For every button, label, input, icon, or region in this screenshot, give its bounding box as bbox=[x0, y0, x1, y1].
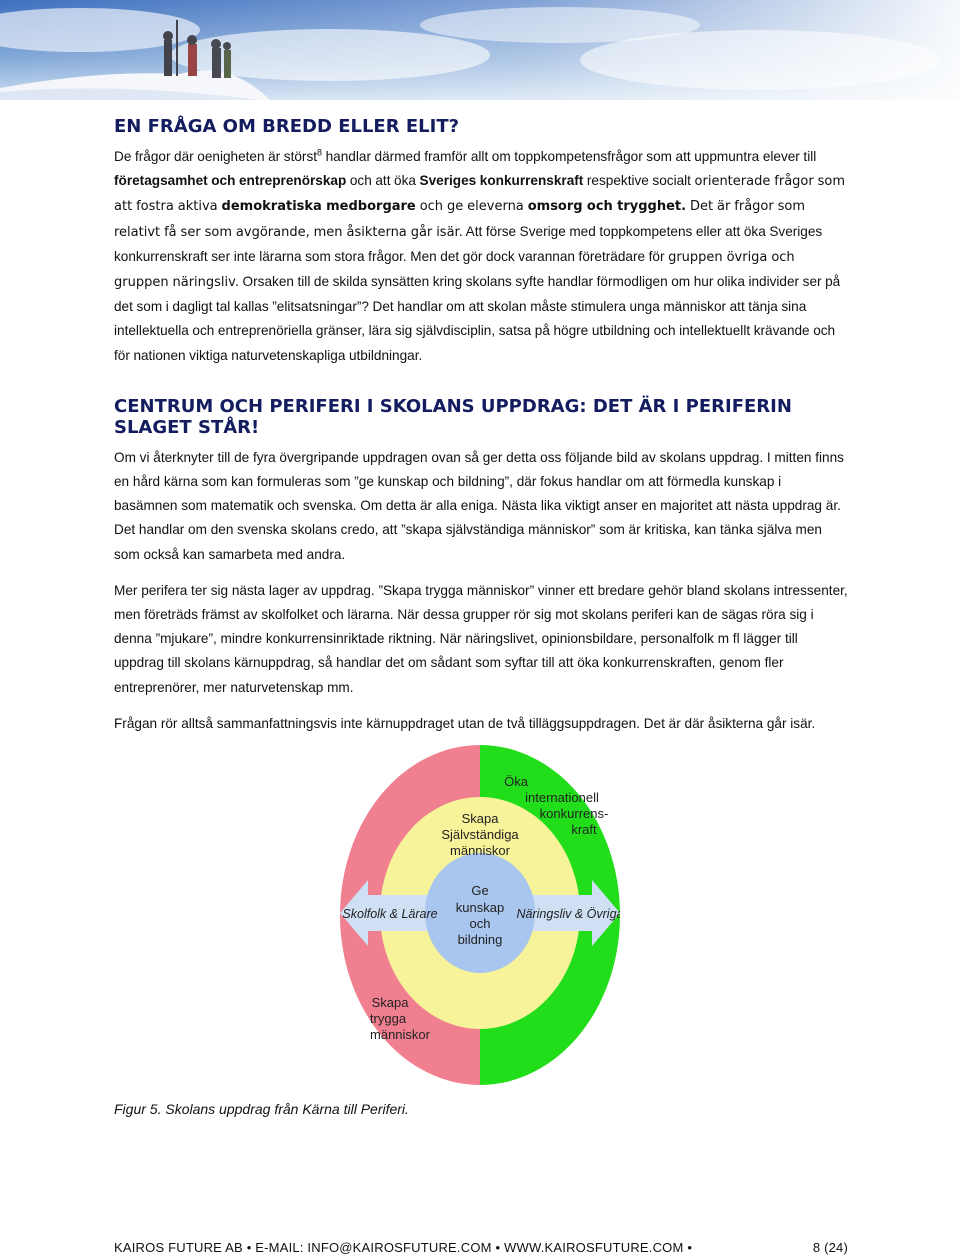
paragraph bbox=[114, 145, 848, 368]
outer-left-line-2: trygga bbox=[369, 1011, 407, 1026]
arrow-right-label: Näringsliv & Övriga bbox=[516, 907, 620, 921]
section bbox=[114, 396, 848, 736]
footnote-ref[interactable]: 8 bbox=[317, 147, 323, 158]
text: orienterade frågor som att fostra aktiva bbox=[114, 174, 846, 215]
text: respektive socialt bbox=[583, 173, 695, 189]
page-footer bbox=[114, 1240, 848, 1260]
paragraph: Mer perifera ter sig nästa lager av uppdrag. ”Skapa trygga människor” vinner ett bredare gehör bland skolans intressenter, men företräds främst av skolfolket och lärarna. När dessa grupper rör sig mot skolans periferi kan de sägas röra sig i denna ”mjukare”, mindre konkurrensinriktade riktning. När näringslivet, opinionsbildare, personalfolk m fl lägger till uppdrag till skolans kärnuppdrag, så handlar det om sådant som syftar till att öka konkurrenskraften, genom fler entreprenörer, mer naturvetenskap mm. bbox=[114, 582, 848, 695]
page-number: 8 (24) bbox=[812, 1240, 848, 1255]
outer-left-line-1: Skapa bbox=[371, 995, 409, 1010]
section-heading: EN FRÅGA OM BREDD ELLER ELIT? bbox=[114, 116, 460, 137]
outer-right-line-3: konkurrens- bbox=[539, 806, 609, 821]
text: gruppen övriga och gruppen näringsliv. bbox=[114, 249, 795, 291]
core-line-1: Ge bbox=[471, 883, 489, 898]
text: Orsaken till de skilda synsätten kring skolans syfte handlar förmodligen om hur olika individer ser på det som i dagligt tal kallas ”elitsatsningar”? Det handlar om att skolan måste stimulera unga människor att tänja sina intellektuella och entreprenöriella gränser, lära sig självdisciplin, satsa på högre utbildning och intellektuellt krävande och för nationen viktiga naturvetenskapliga utbildningar. bbox=[114, 274, 841, 363]
figure-caption: Figur 5. Skolans uppdrag från Kärna till Periferi. bbox=[114, 1101, 409, 1117]
header-banner-image bbox=[0, 0, 960, 100]
main-content bbox=[114, 116, 848, 736]
middle-line-1: Skapa bbox=[461, 811, 499, 826]
text: De frågor där oenigheten är störst bbox=[114, 149, 318, 164]
arrow-left-label: Skolfolk & Lärare bbox=[342, 907, 438, 921]
diagram-svg bbox=[340, 745, 620, 1085]
section-heading: CENTRUM OCH PERIFERI I SKOLANS UPPDRAG: DET ÄR I PERIFERIN SLAGET STÅR! bbox=[114, 395, 792, 438]
bold-text: företagsamhet och entreprenörskap bbox=[114, 173, 347, 189]
bold-text: Sveriges konkurrenskraft bbox=[419, 173, 584, 189]
outer-right-line-4: kraft bbox=[571, 822, 597, 837]
bold-text: demokratiska medborgare bbox=[221, 199, 416, 215]
paragraph: Frågan rör alltså sammanfattningsvis inte kärnuppdraget utan de två tilläggsuppdragen. Det är där åsikterna går isär. bbox=[114, 715, 816, 731]
text: Det är frågor som relativt få ser som avgörande, men åsikterna går isär. bbox=[114, 199, 806, 240]
middle-line-2: Självständiga bbox=[441, 827, 519, 842]
core-line-3: och bbox=[469, 916, 491, 931]
core-line-4: bildning bbox=[457, 932, 503, 947]
paragraph: Om vi återknyter till de fyra övergripande uppdragen ovan så ger detta oss följande bild av skolans uppdrag. I mitten finns en hård kärna som kan formuleras som ”ge kunskap och bildning”, där fokus handlar om att förmedla kunskap i basämnen som matematik och svenska. Om detta är alla eniga. Nästa lika viktigt anser en majoritet att nästa uppdrag är. Det handlar om den svenska skolans credo, att ”skapa självständiga människor” som är kritiska, kan tänka själva men som också kan samarbeta med andra. bbox=[114, 449, 844, 562]
middle-line-3: människor bbox=[450, 843, 510, 858]
text: och ge eleverna bbox=[415, 199, 528, 215]
footer-company: KAIROS FUTURE AB • E-MAIL: INFO@KAIROSFUTURE.COM • WWW.KAIROSFUTURE.COM • bbox=[114, 1240, 693, 1255]
core-line-2: kunskap bbox=[455, 900, 505, 915]
text: Att förse Sverige med toppkompetens eller att öka Sveriges konkurrenskraft ser inte lärarna som stora frågor. Men det gör dock varannan företrädare för bbox=[114, 223, 823, 264]
outer-right-line-2: internationell bbox=[525, 790, 599, 805]
text: handlar därmed framför allt om toppkompetensfrågor som att uppmuntra elever till bbox=[322, 149, 817, 164]
text: och att öka bbox=[346, 173, 420, 189]
bold-text: omsorg och trygghet. bbox=[527, 199, 687, 215]
outer-right-line-1: Öka bbox=[504, 774, 528, 789]
mission-diagram bbox=[340, 745, 620, 1085]
outer-left-line-3: människor bbox=[370, 1027, 430, 1042]
